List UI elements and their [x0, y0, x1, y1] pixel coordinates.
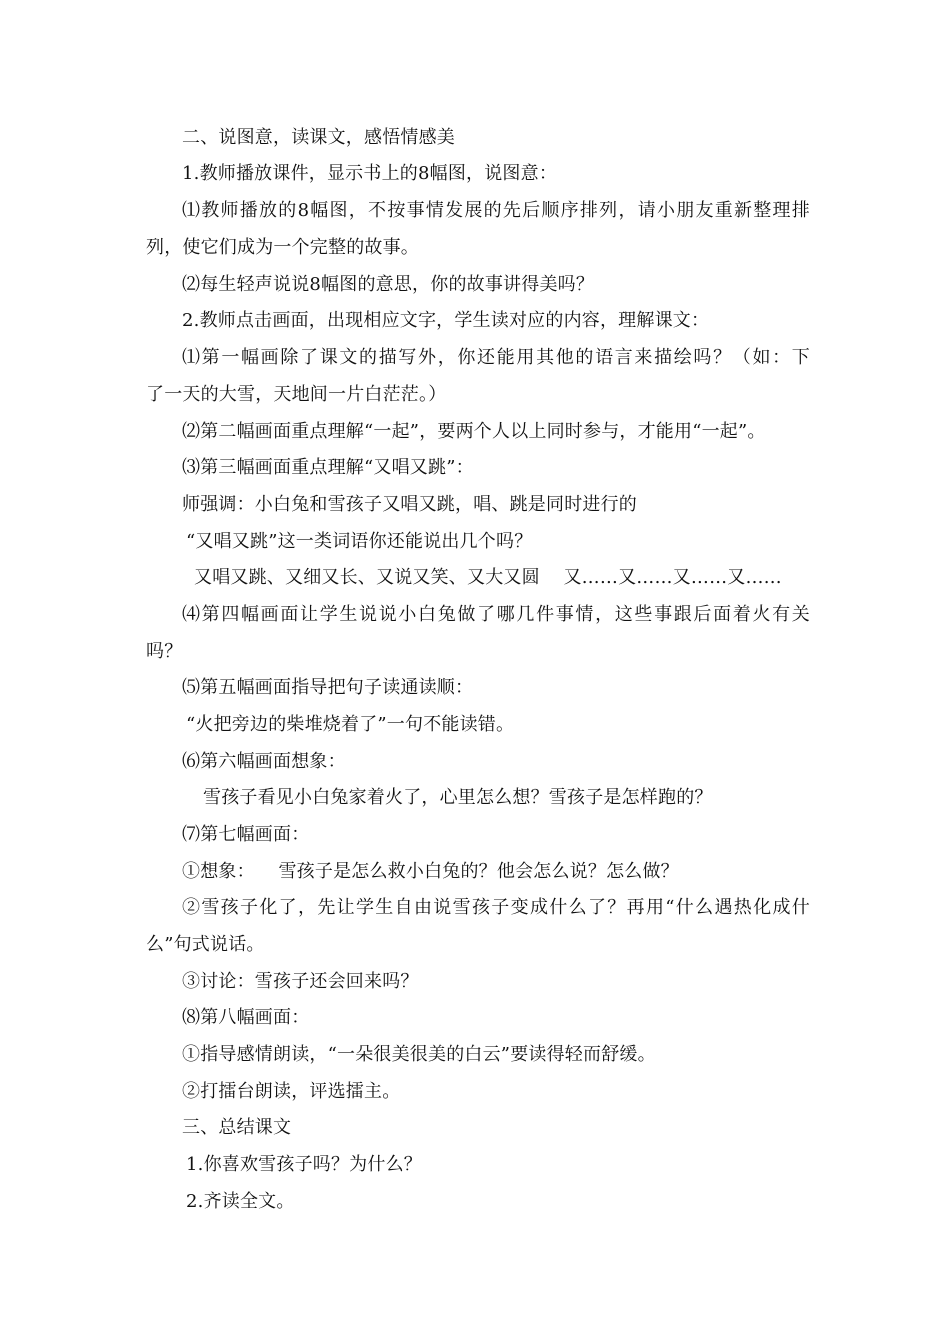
word-examples: 又唱又跳、又细又长、又说又笑、又大又圆 又……又……又……又…… — [194, 567, 782, 588]
paragraph-line: 吗？ — [146, 641, 183, 662]
paragraph-line: ⑹第六幅画面想象： — [182, 751, 346, 772]
paragraph-line: 雪孩子看见小白兔家着火了，心里怎么想？雪孩子是怎样跑的？ — [203, 787, 713, 808]
paragraph-line: ⑴第一幅画除了课文的描写外，你还能用其他的语言来描绘吗？（如：下 — [182, 347, 810, 368]
paragraph-line: ③讨论：雪孩子还会回来吗？ — [182, 971, 419, 992]
paragraph-line: ⑷第四幅画面让学生说说小白兔做了哪几件事情，这些事跟后面着火有关 — [182, 604, 810, 625]
paragraph-line: ②雪孩子化了，先让学生自由说雪孩子变成什么了？再用“什么遇热化成什 — [182, 897, 810, 918]
paragraph-line: 师强调：小白兔和雪孩子又唱又跳，唱、跳是同时进行的 — [182, 494, 637, 515]
paragraph-line: “又唱又跳”这一类词语你还能说出几个吗？ — [186, 531, 533, 552]
paragraph-line: ①指导感情朗读，“一朵很美很美的白云”要读得轻而舒缓。 — [182, 1044, 656, 1065]
paragraph-line: ②打擂台朗读，评选擂主。 — [182, 1081, 401, 1102]
paragraph-line: 2.齐读全文。 — [186, 1191, 295, 1212]
paragraph-line: ⑺第七幅画面： — [182, 824, 310, 845]
paragraph-line: ⑸第五幅画面指导把句子读通读顺： — [182, 677, 474, 698]
paragraph-line: ⑵第二幅画面重点理解“一起”，要两个人以上同时参与，才能用“一起”。 — [182, 421, 766, 442]
paragraph-line: 1.你喜欢雪孩子吗？为什么？ — [186, 1154, 422, 1175]
paragraph-line: ①想象： 雪孩子是怎么救小白兔的？他会怎么说？怎么做？ — [182, 861, 679, 882]
paragraph-line: 么”句式说话。 — [146, 934, 265, 955]
paragraph-line: ⑶第三幅画面重点理解“又唱又跳”： — [182, 457, 474, 478]
step-2: 2.教师点击画面，出现相应文字，学生读对应的内容，理解课文： — [182, 310, 710, 331]
step-1: 1.教师播放课件，显示书上的8幅图，说图意： — [182, 163, 558, 184]
paragraph-line: 了一天的大雪，天地间一片白茫茫。） — [146, 384, 447, 405]
paragraph-line: ⑴教师播放的8幅图，不按事情发展的先后顺序排列，请小朋友重新整理排 — [182, 200, 810, 221]
paragraph-line: 列，使它们成为一个完整的故事。 — [146, 237, 419, 258]
section-heading-3: 三、总结课文 — [182, 1117, 292, 1138]
paragraph-line: ⑵每生轻声说说8幅图的意思，你的故事讲得美吗？ — [182, 274, 595, 295]
section-heading-2: 二、说图意，读课文，感悟情感美 — [182, 127, 455, 148]
paragraph-line: ⑻第八幅画面： — [182, 1007, 310, 1028]
paragraph-line: “火把旁边的柴堆烧着了”一句不能读错。 — [186, 714, 515, 735]
